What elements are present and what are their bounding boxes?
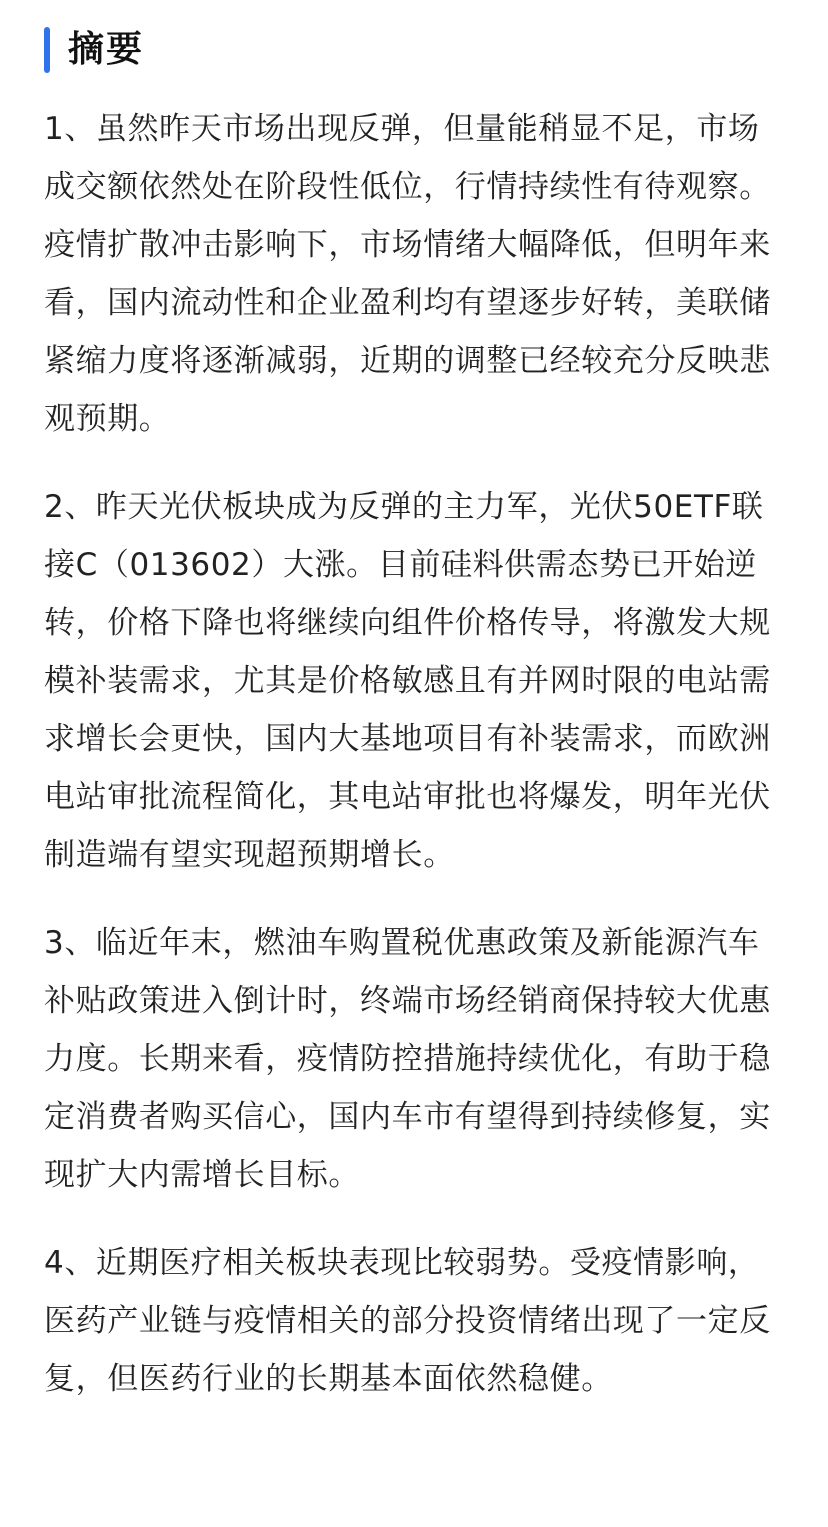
section-title: 摘要 bbox=[68, 29, 145, 70]
paragraph-4: 4、近期医疗相关板块表现比较弱势。受疫情影响，医药产业链与疫情相关的部分投资情绪出现了一定反复，但医药行业的长期基本面依然稳健。 bbox=[44, 1245, 771, 1397]
paragraph-2: 2、昨天光伏板块成为反弹的主力军，光伏50ETF联接C（013602）大涨。目前硅料供需态势已开始逆转，价格下降也将继续向组件价格传导，将激发大规模补装需求，尤其是价格敏感且有并网时限的电站需求增长会更快，国内大基地项目有补装需求，而欧洲电站审批流程简化，其电站审批也将爆发，明年光伏制造端有望实现超预期增长。 bbox=[44, 489, 771, 873]
accent-bar bbox=[44, 27, 50, 73]
summary-content bbox=[44, 100, 778, 1438]
paragraph-1: 1、虽然昨天市场出现反弹，但量能稍显不足，市场成交额依然处在阶段性低位，行情持续性有待观察。疫情扩散冲击影响下，市场情绪大幅降低，但明年来看，国内流动性和企业盈利均有望逐步好转，美联储紧缩力度将逐渐减弱，近期的调整已经较充分反映悲观预期。 bbox=[44, 111, 771, 437]
paragraph-3: 3、临近年末，燃油车购置税优惠政策及新能源汽车补贴政策进入倒计时，终端市场经销商保持较大优惠力度。长期来看，疫情防控措施持续优化，有助于稳定消费者购买信心，国内车市有望得到持续修复，实现扩大内需增长目标。 bbox=[44, 925, 771, 1193]
summary-header bbox=[44, 26, 144, 74]
